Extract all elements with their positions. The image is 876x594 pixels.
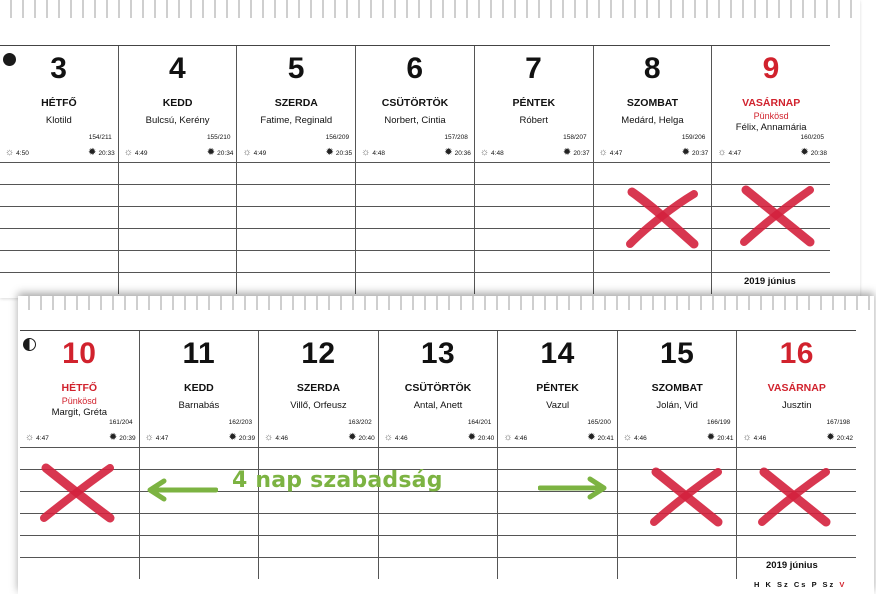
sunrise xyxy=(480,148,504,158)
arrow-right-icon xyxy=(538,476,610,500)
note-lines xyxy=(20,447,856,579)
sunset xyxy=(444,148,471,158)
day-count: 161/204 xyxy=(109,419,133,426)
day-number: 12 xyxy=(301,337,336,370)
day-column xyxy=(258,331,378,447)
sunset-time: 20:39 xyxy=(238,434,256,442)
sunrise-time: 4:47 xyxy=(155,434,169,442)
sunrise xyxy=(623,433,647,443)
day-number: 8 xyxy=(643,52,662,85)
sunset-icon: ✹ xyxy=(681,147,691,158)
sunrise-icon: ☼ xyxy=(25,432,35,443)
sunset-icon: ✹ xyxy=(206,147,216,158)
sunset-time: 20:37 xyxy=(692,149,709,157)
sunset-icon: ✹ xyxy=(108,432,118,443)
sunrise-icon: ☼ xyxy=(123,147,133,158)
sunrise-time: 4:46 xyxy=(753,434,767,442)
day-number: 4 xyxy=(168,52,187,85)
sunrise-icon: ☼ xyxy=(622,432,633,443)
sunrise-icon: ☼ xyxy=(383,432,393,443)
sunset-icon: ✹ xyxy=(325,147,334,158)
name-days: Jusztin xyxy=(781,400,812,411)
day-count: 155/210 xyxy=(206,134,231,141)
day-column xyxy=(474,46,593,162)
sunset-time: 20:33 xyxy=(98,149,115,157)
sunrise xyxy=(124,148,148,158)
day-number: 11 xyxy=(182,337,216,370)
day-count: 156/209 xyxy=(325,134,350,141)
sunset-icon: ✹ xyxy=(444,147,453,158)
sunrise-time: 4:48 xyxy=(372,149,385,157)
weekday-name: SZOMBAT xyxy=(651,382,703,394)
day-column xyxy=(118,46,237,162)
weekday-name: CSÜTÖRTÖK xyxy=(381,97,449,109)
day-column xyxy=(0,46,118,162)
day-count: 163/202 xyxy=(348,419,372,426)
sunrise-icon: ☼ xyxy=(503,432,513,443)
sunset-icon: ✹ xyxy=(467,432,477,443)
spiral-binding xyxy=(0,0,860,18)
sunrise xyxy=(599,148,623,158)
name-days: Norbert, Cintia xyxy=(384,115,446,126)
name-days: Villő, Orfeusz xyxy=(290,400,347,411)
moon-icon xyxy=(3,53,16,66)
sunrise-icon: ☼ xyxy=(717,147,727,158)
month-label: 2019 június xyxy=(744,276,796,287)
weekday-name: VASÁRNAP xyxy=(767,382,826,394)
day-column xyxy=(617,331,737,447)
name-days: Medárd, Helga xyxy=(621,115,684,126)
arrow-left-icon xyxy=(144,478,218,502)
day-count: 164/201 xyxy=(467,419,492,426)
day-count: 154/211 xyxy=(88,134,112,141)
weekday-name: HÉTFŐ xyxy=(41,97,77,109)
weekday-abbr: Sz xyxy=(822,580,836,589)
holiday-name: Pünkösd xyxy=(753,111,789,121)
calendar-sheet-week-24 xyxy=(18,296,874,594)
sunset-time: 20:36 xyxy=(454,149,471,157)
x-mark xyxy=(38,462,118,524)
sunset-time: 20:42 xyxy=(836,434,854,442)
x-mark xyxy=(648,466,726,528)
sunset xyxy=(88,148,115,158)
weekday-name: KEDD xyxy=(162,97,193,109)
weekday-name: HÉTFŐ xyxy=(61,382,98,394)
sunrise-time: 4:49 xyxy=(134,149,148,157)
sunset-icon: ✹ xyxy=(706,432,716,443)
name-days: Félix, Annamária xyxy=(735,122,807,133)
sunrise-time: 4:46 xyxy=(634,434,647,442)
sunrise xyxy=(264,433,288,443)
day-number: 3 xyxy=(50,52,68,85)
weekday-abbr: Sz xyxy=(777,580,790,589)
sunrise-time: 4:46 xyxy=(394,434,408,442)
sunrise-time: 4:47 xyxy=(728,149,742,157)
sunrise-time: 4:50 xyxy=(16,149,29,157)
sunrise xyxy=(145,433,169,443)
name-days: Antal, Anett xyxy=(413,400,463,411)
day-column xyxy=(711,46,830,162)
sunset xyxy=(800,148,827,158)
day-number: 16 xyxy=(779,337,814,370)
month-label: 2019 június xyxy=(766,560,818,571)
day-number: 9 xyxy=(762,52,780,85)
sunset-icon: ✹ xyxy=(228,432,237,443)
day-number: 14 xyxy=(540,337,575,370)
weekday-name: SZERDA xyxy=(274,97,318,109)
weekday-name: PÉNTEK xyxy=(536,382,579,394)
day-number: 13 xyxy=(420,337,456,370)
x-mark xyxy=(756,466,834,528)
day-column xyxy=(355,46,474,162)
weekday-abbr: Cs xyxy=(793,580,808,589)
day-column xyxy=(378,331,498,447)
sunset xyxy=(348,433,375,443)
sunrise-icon: ☼ xyxy=(5,147,15,158)
weekday-abbr: V xyxy=(839,580,847,589)
sunset-time: 20:40 xyxy=(478,434,495,442)
sunset-time: 20:39 xyxy=(119,434,136,442)
sunset xyxy=(228,433,255,443)
weekday-name: SZOMBAT xyxy=(626,97,679,109)
sunrise-icon: ☼ xyxy=(361,147,371,158)
sunset-icon: ✹ xyxy=(800,147,809,158)
sunrise-icon: ☼ xyxy=(598,147,608,158)
sunset-time: 20:38 xyxy=(810,149,828,157)
sunrise-time: 4:47 xyxy=(36,434,49,442)
sunrise xyxy=(25,433,49,443)
calendar-sheet-week-23 xyxy=(0,0,860,298)
name-days: Fatime, Reginald xyxy=(260,115,333,126)
name-days: Klotild xyxy=(45,115,72,126)
sunrise-icon: ☼ xyxy=(242,147,252,158)
name-days: Margit, Gréta xyxy=(51,407,107,418)
sunset xyxy=(563,148,590,158)
day-column xyxy=(20,331,139,447)
sunset xyxy=(682,148,709,158)
day-number: 15 xyxy=(659,337,695,370)
name-days: Róbert xyxy=(519,115,548,126)
day-count: 158/207 xyxy=(563,134,587,141)
sunrise-time: 4:47 xyxy=(609,149,623,157)
sunset-time: 20:37 xyxy=(573,149,590,157)
moon-icon xyxy=(23,338,36,351)
sunset xyxy=(207,148,234,158)
sunrise xyxy=(5,148,29,158)
name-days: Vazul xyxy=(546,400,570,411)
day-count: 157/208 xyxy=(444,134,468,141)
day-count: 165/200 xyxy=(587,419,611,426)
day-number: 6 xyxy=(406,52,424,85)
weekday-abbr: P xyxy=(811,580,819,589)
sunrise-time: 4:49 xyxy=(253,149,267,157)
sunrise-icon: ☼ xyxy=(144,432,154,443)
sunset-icon: ✹ xyxy=(88,147,97,158)
name-days: Bulcsú, Kerény xyxy=(145,115,210,126)
name-days: Jolán, Vid xyxy=(656,400,698,411)
sunset xyxy=(707,433,734,443)
day-count: 167/198 xyxy=(826,419,851,426)
sunrise xyxy=(384,433,408,443)
sunset xyxy=(109,433,136,443)
day-headers xyxy=(20,331,856,447)
sunset xyxy=(325,148,352,158)
weekday-name: KEDD xyxy=(183,382,214,394)
day-number: 5 xyxy=(287,52,305,85)
name-days: Barnabás xyxy=(178,400,220,411)
day-count: 159/206 xyxy=(681,134,706,141)
x-mark xyxy=(738,184,818,248)
sunset-time: 20:41 xyxy=(717,434,734,442)
day-number: 10 xyxy=(62,337,97,370)
day-count: 160/205 xyxy=(800,134,825,141)
sunset-icon: ✹ xyxy=(562,147,572,158)
sunset-time: 20:34 xyxy=(217,149,234,157)
day-column xyxy=(593,46,712,162)
mini-weekday-header xyxy=(754,580,846,589)
sunset-icon: ✹ xyxy=(826,432,835,443)
sunrise-time: 4:48 xyxy=(491,149,504,157)
sunrise xyxy=(742,433,766,443)
sunrise-time: 4:46 xyxy=(514,434,528,442)
holiday-name: Pünkösd xyxy=(61,396,97,406)
day-number: 7 xyxy=(525,52,543,85)
day-column xyxy=(236,46,355,162)
weekday-name: VASÁRNAP xyxy=(742,97,801,109)
note-lines xyxy=(0,162,830,294)
sunrise xyxy=(242,148,266,158)
sunset xyxy=(468,433,495,443)
x-mark xyxy=(624,186,702,250)
spiral-binding xyxy=(18,296,874,310)
sunrise xyxy=(503,433,527,443)
sunset xyxy=(826,433,853,443)
day-column xyxy=(497,331,617,447)
day-column xyxy=(139,331,259,447)
sunrise-icon: ☼ xyxy=(742,432,752,443)
day-headers xyxy=(0,46,830,162)
sunrise-icon: ☼ xyxy=(479,147,490,158)
day-count: 162/203 xyxy=(228,419,253,426)
week-grid xyxy=(0,45,830,294)
weekday-name: SZERDA xyxy=(296,382,341,394)
sunrise-time: 4:46 xyxy=(275,434,288,442)
sunset-icon: ✹ xyxy=(348,432,357,443)
sunset-time: 20:41 xyxy=(597,434,614,442)
week-grid xyxy=(20,330,856,579)
weekday-name: CSÜTÖRTÖK xyxy=(404,382,472,394)
weekday-name: PÉNTEK xyxy=(512,97,556,109)
weekday-abbr: K xyxy=(765,580,773,589)
sunrise-icon: ☼ xyxy=(264,432,274,443)
day-count: 166/199 xyxy=(706,419,731,426)
day-column xyxy=(736,331,856,447)
sunrise xyxy=(361,148,385,158)
sunset-time: 20:35 xyxy=(335,149,353,157)
sunset-time: 20:40 xyxy=(358,434,375,442)
weekday-abbr: H xyxy=(754,580,762,589)
sunset xyxy=(587,433,614,443)
sunset-icon: ✹ xyxy=(587,432,596,443)
sunrise xyxy=(717,148,741,158)
vacation-note: 4 nap szabadság xyxy=(232,468,443,493)
